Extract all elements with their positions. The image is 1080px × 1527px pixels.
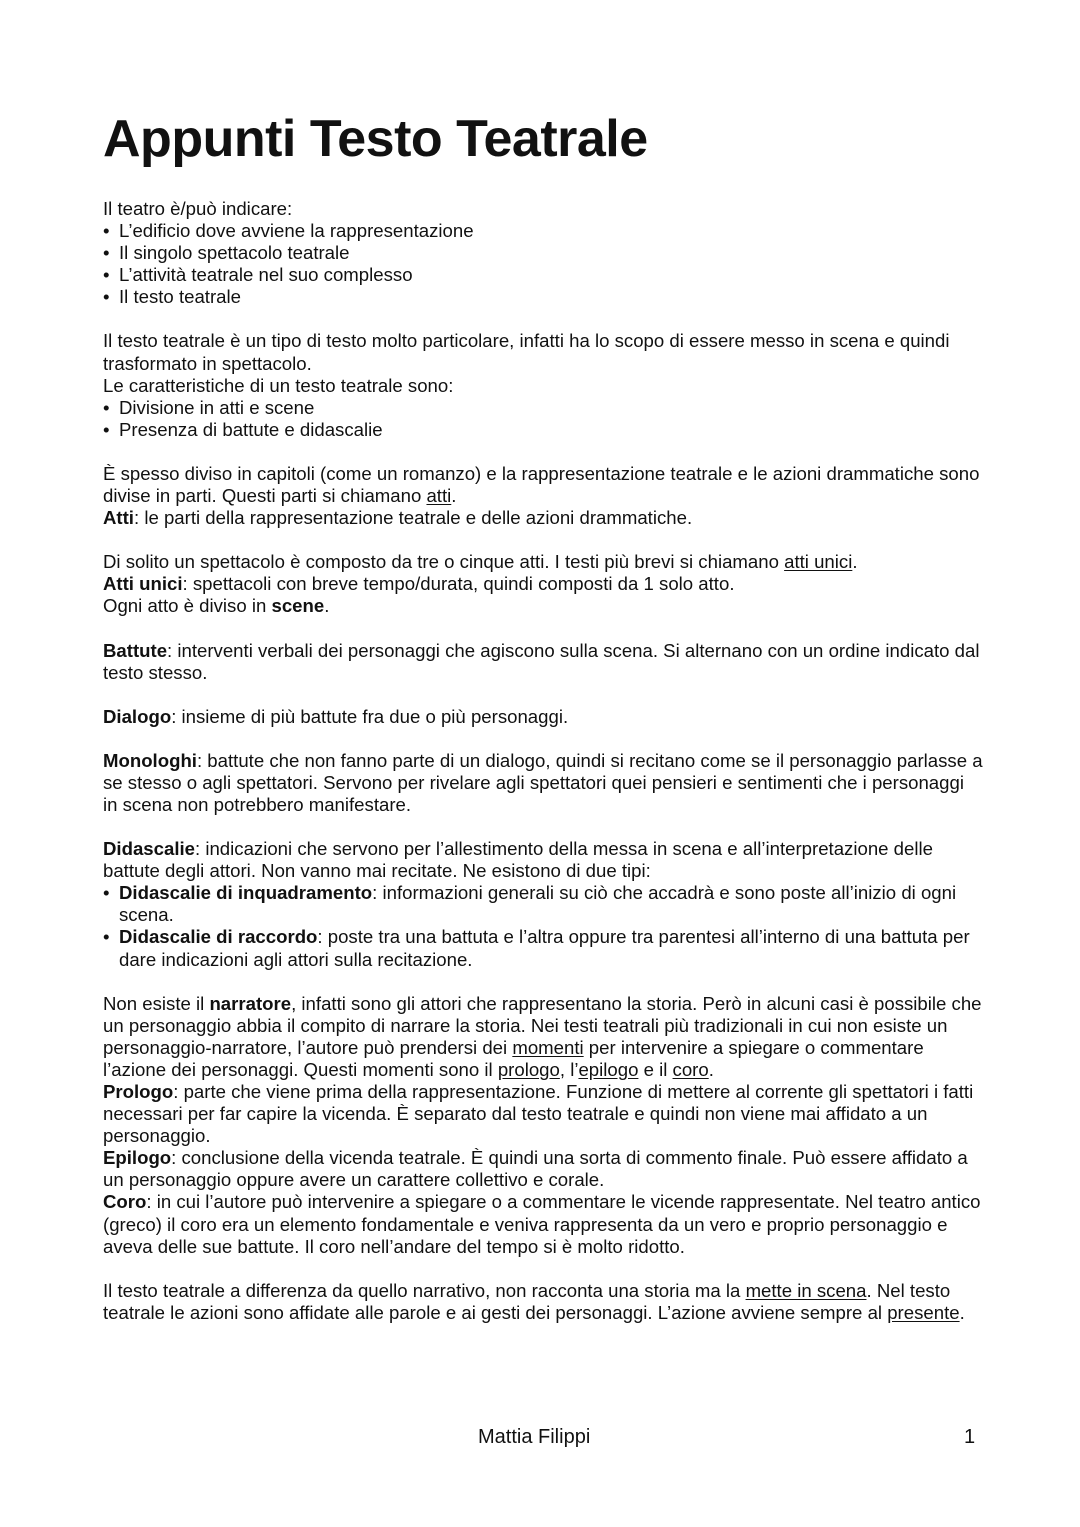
- underlined-term: prologo: [497, 1058, 560, 1080]
- list-item: • L’edificio dove avviene la rappresentazione: [103, 220, 983, 242]
- underlined-term: momenti: [512, 1036, 584, 1058]
- definition-term: Battute: [103, 639, 168, 661]
- definition: Coro: in cui l’autore può intervenire a spiegare o a commentare le vicende rappresentate. Nel teatro antico (greco) il coro era un elemento fondamentale e veniva rappresenta da un vero e proprio personaggio e aveva delle sue battute. Il coro nell’andare del tempo si è molto ridotto.: [103, 1191, 981, 1257]
- paragraph: Ogni atto è diviso in scene.: [103, 595, 330, 617]
- definition-term: Monologhi: [103, 749, 197, 771]
- underlined-term: atti unici: [784, 551, 853, 573]
- underlined-term: mette in scena: [745, 1279, 867, 1301]
- theater-meanings-list: [103, 220, 983, 308]
- document-title: Appunti Testo Teatrale: [103, 110, 648, 168]
- document-page: [103, 108, 983, 1324]
- definition: Epilogo: conclusione della vicenda teatrale. È quindi una sorta di commento finale. Può essere affidato a un personaggio oppure avere un carattere collettivo e corale.: [103, 1147, 968, 1191]
- list-item: • Presenza di battute e didascalie: [103, 419, 983, 441]
- didascalie-types-list: [103, 882, 983, 970]
- definition: Atti unici: spettacoli con breve tempo/durata, quindi composti da 1 solo atto.: [103, 573, 735, 595]
- paragraph: Non esiste il narratore, infatti sono gli attori che rappresentano la storia. Però in alcuni casi è possibile che un personaggio abbia il compito di narrare la storia. Nei testi teatrali più tradizionali in cui non esiste un personaggio-narratore, l’autore può prendersi dei momenti per intervenire a spiegare o commentare l’azione dei personaggi. Questi momenti sono il prologo, l’epilogo e il coro.: [103, 992, 982, 1080]
- paragraph: Il testo teatrale è un tipo di testo molto particolare, infatti ha lo scopo di essere messo in scena e quindi trasformato in spettacolo.: [103, 330, 950, 374]
- definition-term: Dialogo: [103, 705, 172, 727]
- underlined-term: coro: [672, 1058, 709, 1080]
- definition: Atti: le parti della rappresentazione teatrale e delle azioni drammatiche.: [103, 507, 693, 529]
- definition: Monologhi: battute che non fanno parte di un dialogo, quindi si recitano come se il personaggio parlasse a se stesso o agli spettatori. Servono per rivelare agli spettatori quei pensieri e sentimenti che i personaggi in scena non potrebbero manifestare.: [103, 749, 983, 815]
- theater-intro: Il teatro è/può indicare:: [103, 198, 293, 219]
- document-body: [103, 198, 983, 1324]
- definition: Battute: interventi verbali dei personaggi che agiscono sulla scena. Si alternano con un ordine indicato dal testo stesso.: [103, 639, 980, 683]
- list-item: • Il singolo spettacolo teatrale: [103, 242, 983, 264]
- paragraph: Il testo teatrale a differenza da quello narrativo, non racconta una storia ma la mette in scena. Nel testo teatrale le azioni sono affidate alle parole e ai gesti dei personaggi. L’azione avviene sempre al presente.: [103, 1279, 965, 1323]
- paragraph: Le caratteristiche di un testo teatrale sono:: [103, 374, 454, 396]
- underlined-term: presente: [887, 1301, 960, 1323]
- definition-term: Coro: [103, 1191, 147, 1213]
- list-item: • Didascalie di inquadramento: informazioni generali su ciò che accadrà e sono poste all’inizio di ogni scena.: [103, 882, 983, 926]
- underlined-term: atti: [426, 485, 452, 507]
- definition-term: Atti unici: [103, 573, 183, 595]
- paragraph: Di solito un spettacolo è composto da tre o cinque atti. I testi più brevi si chiamano atti unici.: [103, 551, 858, 573]
- list-item: • Didascalie di raccordo: poste tra una battuta e l’altra oppure tra parentesi all’interno di una battuta per dare indicazioni agli attori sulla recitazione.: [103, 926, 983, 970]
- footer-author: Mattia Filippi: [478, 1426, 591, 1448]
- definition: Didascalie: indicazioni che servono per l’allestimento della messa in scena e all’interpretazione delle battute degli attori. Non vanno mai recitate. Ne esistono di due tipi:: [103, 838, 933, 882]
- definition: Prologo: parte che viene prima della rappresentazione. Funzione di mettere al corrente gli spettatori i fatti necessari per far capire la vicenda. È separato dal testo teatrale e quindi non viene mai affidato a un personaggio.: [103, 1081, 974, 1147]
- list-item: • Divisione in atti e scene: [103, 397, 983, 419]
- definition-term: Prologo: [103, 1081, 174, 1102]
- list-item: • L’attività teatrale nel suo complesso: [103, 264, 983, 286]
- page-number: 1: [964, 1426, 976, 1448]
- characteristics-list: [103, 397, 983, 441]
- definition-term: Epilogo: [103, 1147, 172, 1169]
- paragraph: È spesso diviso in capitoli (come un romanzo) e la rappresentazione teatrale e le azioni drammatiche sono divise in parti. Questi parti si chiamano atti.: [103, 462, 980, 507]
- definition: Dialogo: insieme di più battute fra due o più personaggi.: [103, 705, 569, 727]
- definition-term: Atti: [103, 507, 134, 529]
- underlined-term: epilogo: [578, 1058, 639, 1080]
- list-item: • Il testo teatrale: [103, 286, 983, 308]
- definition-term: Didascalie: [103, 838, 195, 860]
